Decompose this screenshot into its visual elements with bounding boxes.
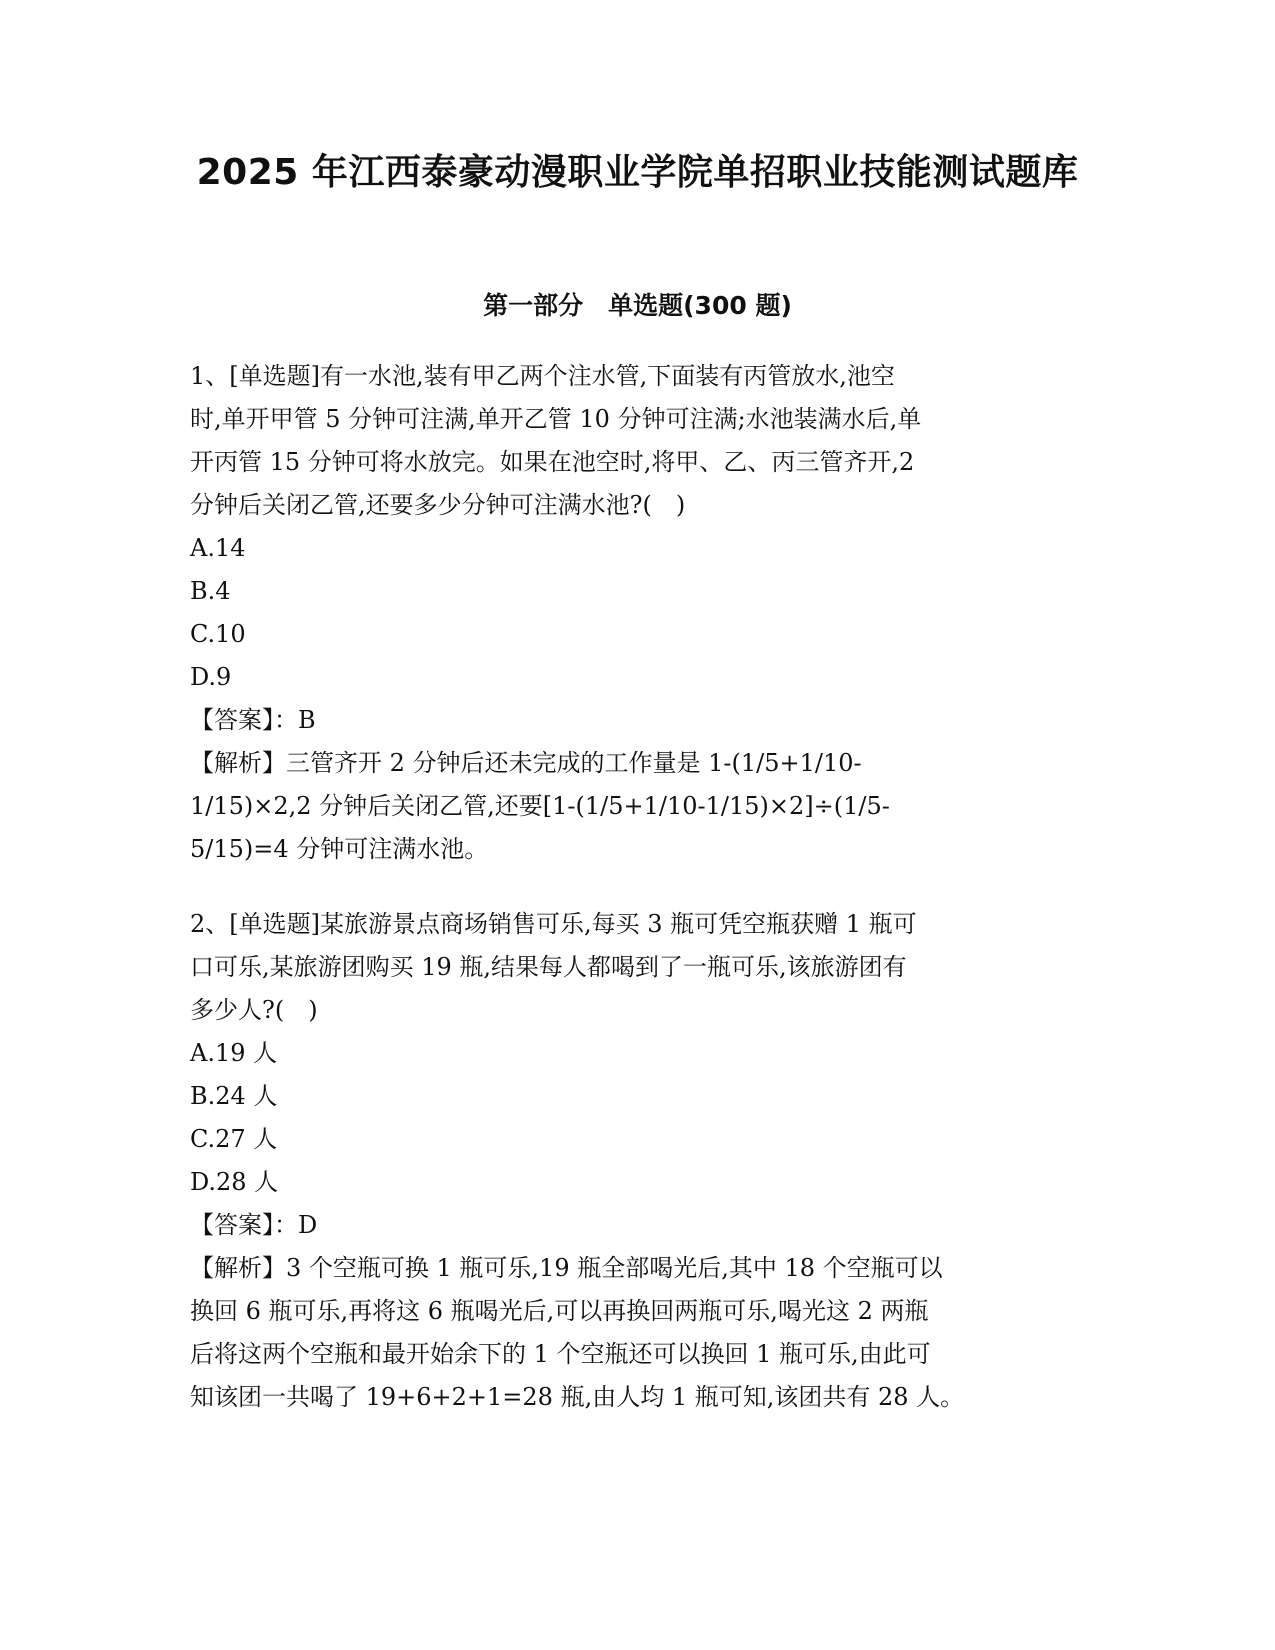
option-c: C.10 [190, 620, 246, 648]
document-title: 2025 年江西泰豪动漫职业学院单招职业技能测试题库 [196, 152, 1079, 193]
question-stem-line: 开丙管 15 分钟可将水放完。如果在池空时,将甲、乙、丙三管齐开,2 [190, 448, 915, 476]
analysis-line: 【解析】3 个空瓶可换 1 瓶可乐,19 瓶全部喝光后,其中 18 个空瓶可以 [190, 1254, 943, 1282]
section-heading: 第一部分 单选题(300 题) [483, 291, 792, 320]
question-2 [190, 903, 1090, 1419]
analysis-line: 5/15)=4 分钟可注满水池。 [190, 835, 489, 863]
answer-line: 【答案】：D [190, 1211, 318, 1239]
option-b: B.4 [190, 577, 231, 605]
option-a: A.14 [190, 534, 246, 562]
option-d: D.9 [190, 663, 232, 691]
option-c: C.27 人 [190, 1125, 278, 1153]
question-stem-line: 1、[单选题]有一水池,装有甲乙两个注水管,下面装有丙管放水,池空 [190, 362, 895, 390]
answer-line: 【答案】：B [190, 706, 316, 734]
question-stem-line: 口可乐,某旅游团购买 19 瓶,结果每人都喝到了一瓶可乐,该旅游团有 [190, 953, 907, 981]
question-stem-line: 时,单开甲管 5 分钟可注满,单开乙管 10 分钟可注满;水池装满水后,单 [190, 405, 922, 433]
analysis-line: 换回 6 瓶可乐,再将这 6 瓶喝光后,可以再换回两瓶可乐,喝光这 2 两瓶 [190, 1297, 929, 1325]
analysis-line: 1/15)×2,2 分钟后关闭乙管,还要[1-(1/5+1/10-1/15)×2]÷(1/5- [190, 792, 890, 820]
option-d: D.28 人 [190, 1168, 279, 1196]
analysis-line: 后将这两个空瓶和最开始余下的 1 个空瓶还可以换回 1 瓶可乐,由此可 [190, 1340, 931, 1368]
analysis-line: 【解析】三管齐开 2 分钟后还未完成的工作量是 1-(1/5+1/10- [190, 749, 862, 777]
question-stem-line: 分钟后关闭乙管,还要多少分钟可注满水池?( ) [190, 491, 686, 519]
question-1 [190, 355, 1090, 871]
option-b: B.24 人 [190, 1082, 278, 1110]
option-a: A.19 人 [190, 1039, 278, 1067]
analysis-line: 知该团一共喝了 19+6+2+1=28 瓶,由人均 1 瓶可知,该团共有 28 人。 [190, 1383, 965, 1411]
question-stem-line: 多少人?( ) [190, 996, 318, 1024]
question-stem-line: 2、[单选题]某旅游景点商场销售可乐,每买 3 瓶可凭空瓶获赠 1 瓶可 [190, 910, 917, 938]
